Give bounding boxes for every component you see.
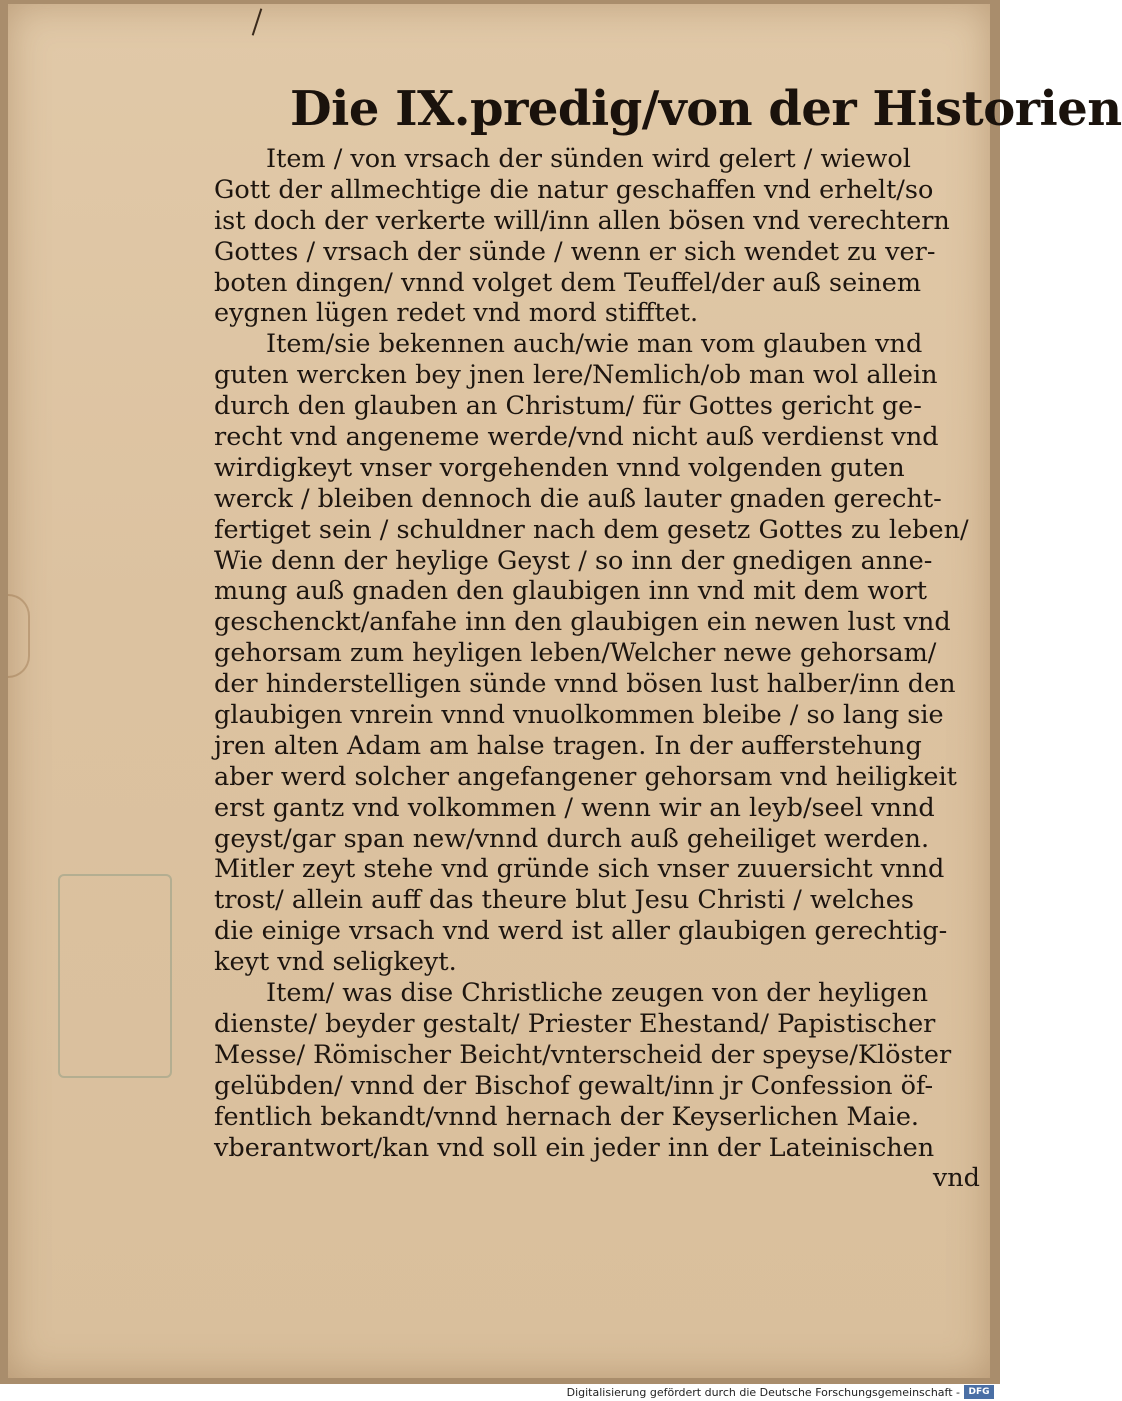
- text-line: gelübden/ vnnd der Bischof gewalt/inn jr Confession öf-: [214, 1070, 934, 1101]
- text-line: mung auß gnaden den glaubigen inn vnd mit dem wort: [214, 576, 927, 607]
- page-edge-mark: [8, 594, 30, 678]
- text-line: boten dingen/ vnnd volget dem Teuffel/der auß seinem: [214, 267, 922, 298]
- text-line: erst gantz vnd volkommen / wenn wir an leyb/seel vnnd: [214, 792, 935, 823]
- text-line: recht vnd angeneme werde/vnd nicht auß verdienst vnd: [214, 422, 939, 453]
- dfg-logo-icon: DFG: [964, 1385, 994, 1399]
- text-line: geschenckt/anfahe inn den glaubigen ein newen lust vnd: [214, 607, 951, 638]
- text-line: Item/sie bekennen auch/wie man vom glauben vnd: [266, 329, 923, 360]
- text-line: Item / von vrsach der sünden wird gelert / wiewol: [266, 144, 911, 174]
- text-line: trost/ allein auff das theure blut Jesu Christi / welches: [214, 885, 914, 916]
- text-line: guten wercken bey jnen lere/Nemlich/ob man wol allein: [214, 360, 938, 391]
- catchword: vnd: [932, 1163, 980, 1194]
- digitization-footer: [0, 1384, 1000, 1401]
- text-line: glaubigen vnrein vnnd vnuolkommen bleibe / so lang sie: [214, 700, 944, 731]
- ink-mark: [252, 8, 263, 35]
- page-header: Die IX.predig/von der Historien: [290, 81, 1122, 137]
- footer-credit: Digitalisierung gefördert durch die Deutsche Forschungsgemeinschaft -: [566, 1386, 960, 1399]
- text-line: Wie denn der heylige Geyst / so inn der gnedigen anne-: [214, 545, 933, 576]
- text-line: aber werd solcher angefangener gehorsam vnd heiligkeit: [214, 761, 957, 792]
- text-line: eygnen lügen redet vnd mord stifftet.: [214, 298, 699, 329]
- text-line: werck / bleiben dennoch die auß lauter gnaden gerecht-: [214, 483, 942, 514]
- text-line: Gott der allmechtige die natur geschaffen vnd erhelt/so: [214, 174, 934, 205]
- text-line: Messe/ Römischer Beicht/vnterscheid der speyse/Klöster: [214, 1039, 952, 1070]
- text-line: dienste/ beyder gestalt/ Priester Ehestand/ Papistischer: [214, 1008, 936, 1039]
- text-line: die einige vrsach vnd werd ist aller glaubigen gerechtig-: [214, 916, 948, 947]
- text-line: der hinderstelligen sünde vnnd bösen lust halber/inn den: [214, 669, 956, 700]
- text-line: gehorsam zum heyligen leben/Welcher newe gehorsam/: [214, 638, 937, 669]
- text-line: wirdigkeyt vnser vorgehenden vnnd volgenden guten: [214, 452, 905, 483]
- text-line: Item/ was dise Christliche zeugen von der heyligen: [266, 978, 929, 1009]
- page-body: [214, 144, 984, 1194]
- text-line: Mitler zeyt stehe vnd gründe sich vnser zuuersicht vnnd: [214, 854, 945, 885]
- text-line: Gottes / vrsach der sünde / wenn er sich wendet zu ver-: [214, 236, 936, 267]
- text-line: fentlich bekandt/vnnd hernach der Keyserlichen Maie.: [214, 1101, 920, 1132]
- text-line: durch den glauben an Christum/ für Gottes gericht ge-: [214, 391, 922, 422]
- library-stamp-shadow: [58, 874, 172, 1078]
- text-line: keyt vnd seligkeyt.: [214, 947, 457, 978]
- book-page: [8, 4, 1122, 1378]
- text-line: geyst/gar span new/vnnd durch auß geheiliget werden.: [214, 823, 930, 854]
- text-line: ist doch der verkerte will/inn allen bösen vnd verechtern: [214, 205, 950, 236]
- text-line: vberantwort/kan vnd soll ein jeder inn der Lateinischen: [214, 1132, 935, 1163]
- text-line: jren alten Adam am halse tragen. In der aufferstehung: [214, 730, 922, 761]
- text-line: fertiget sein / schuldner nach dem gesetz Gottes zu leben/: [214, 514, 969, 545]
